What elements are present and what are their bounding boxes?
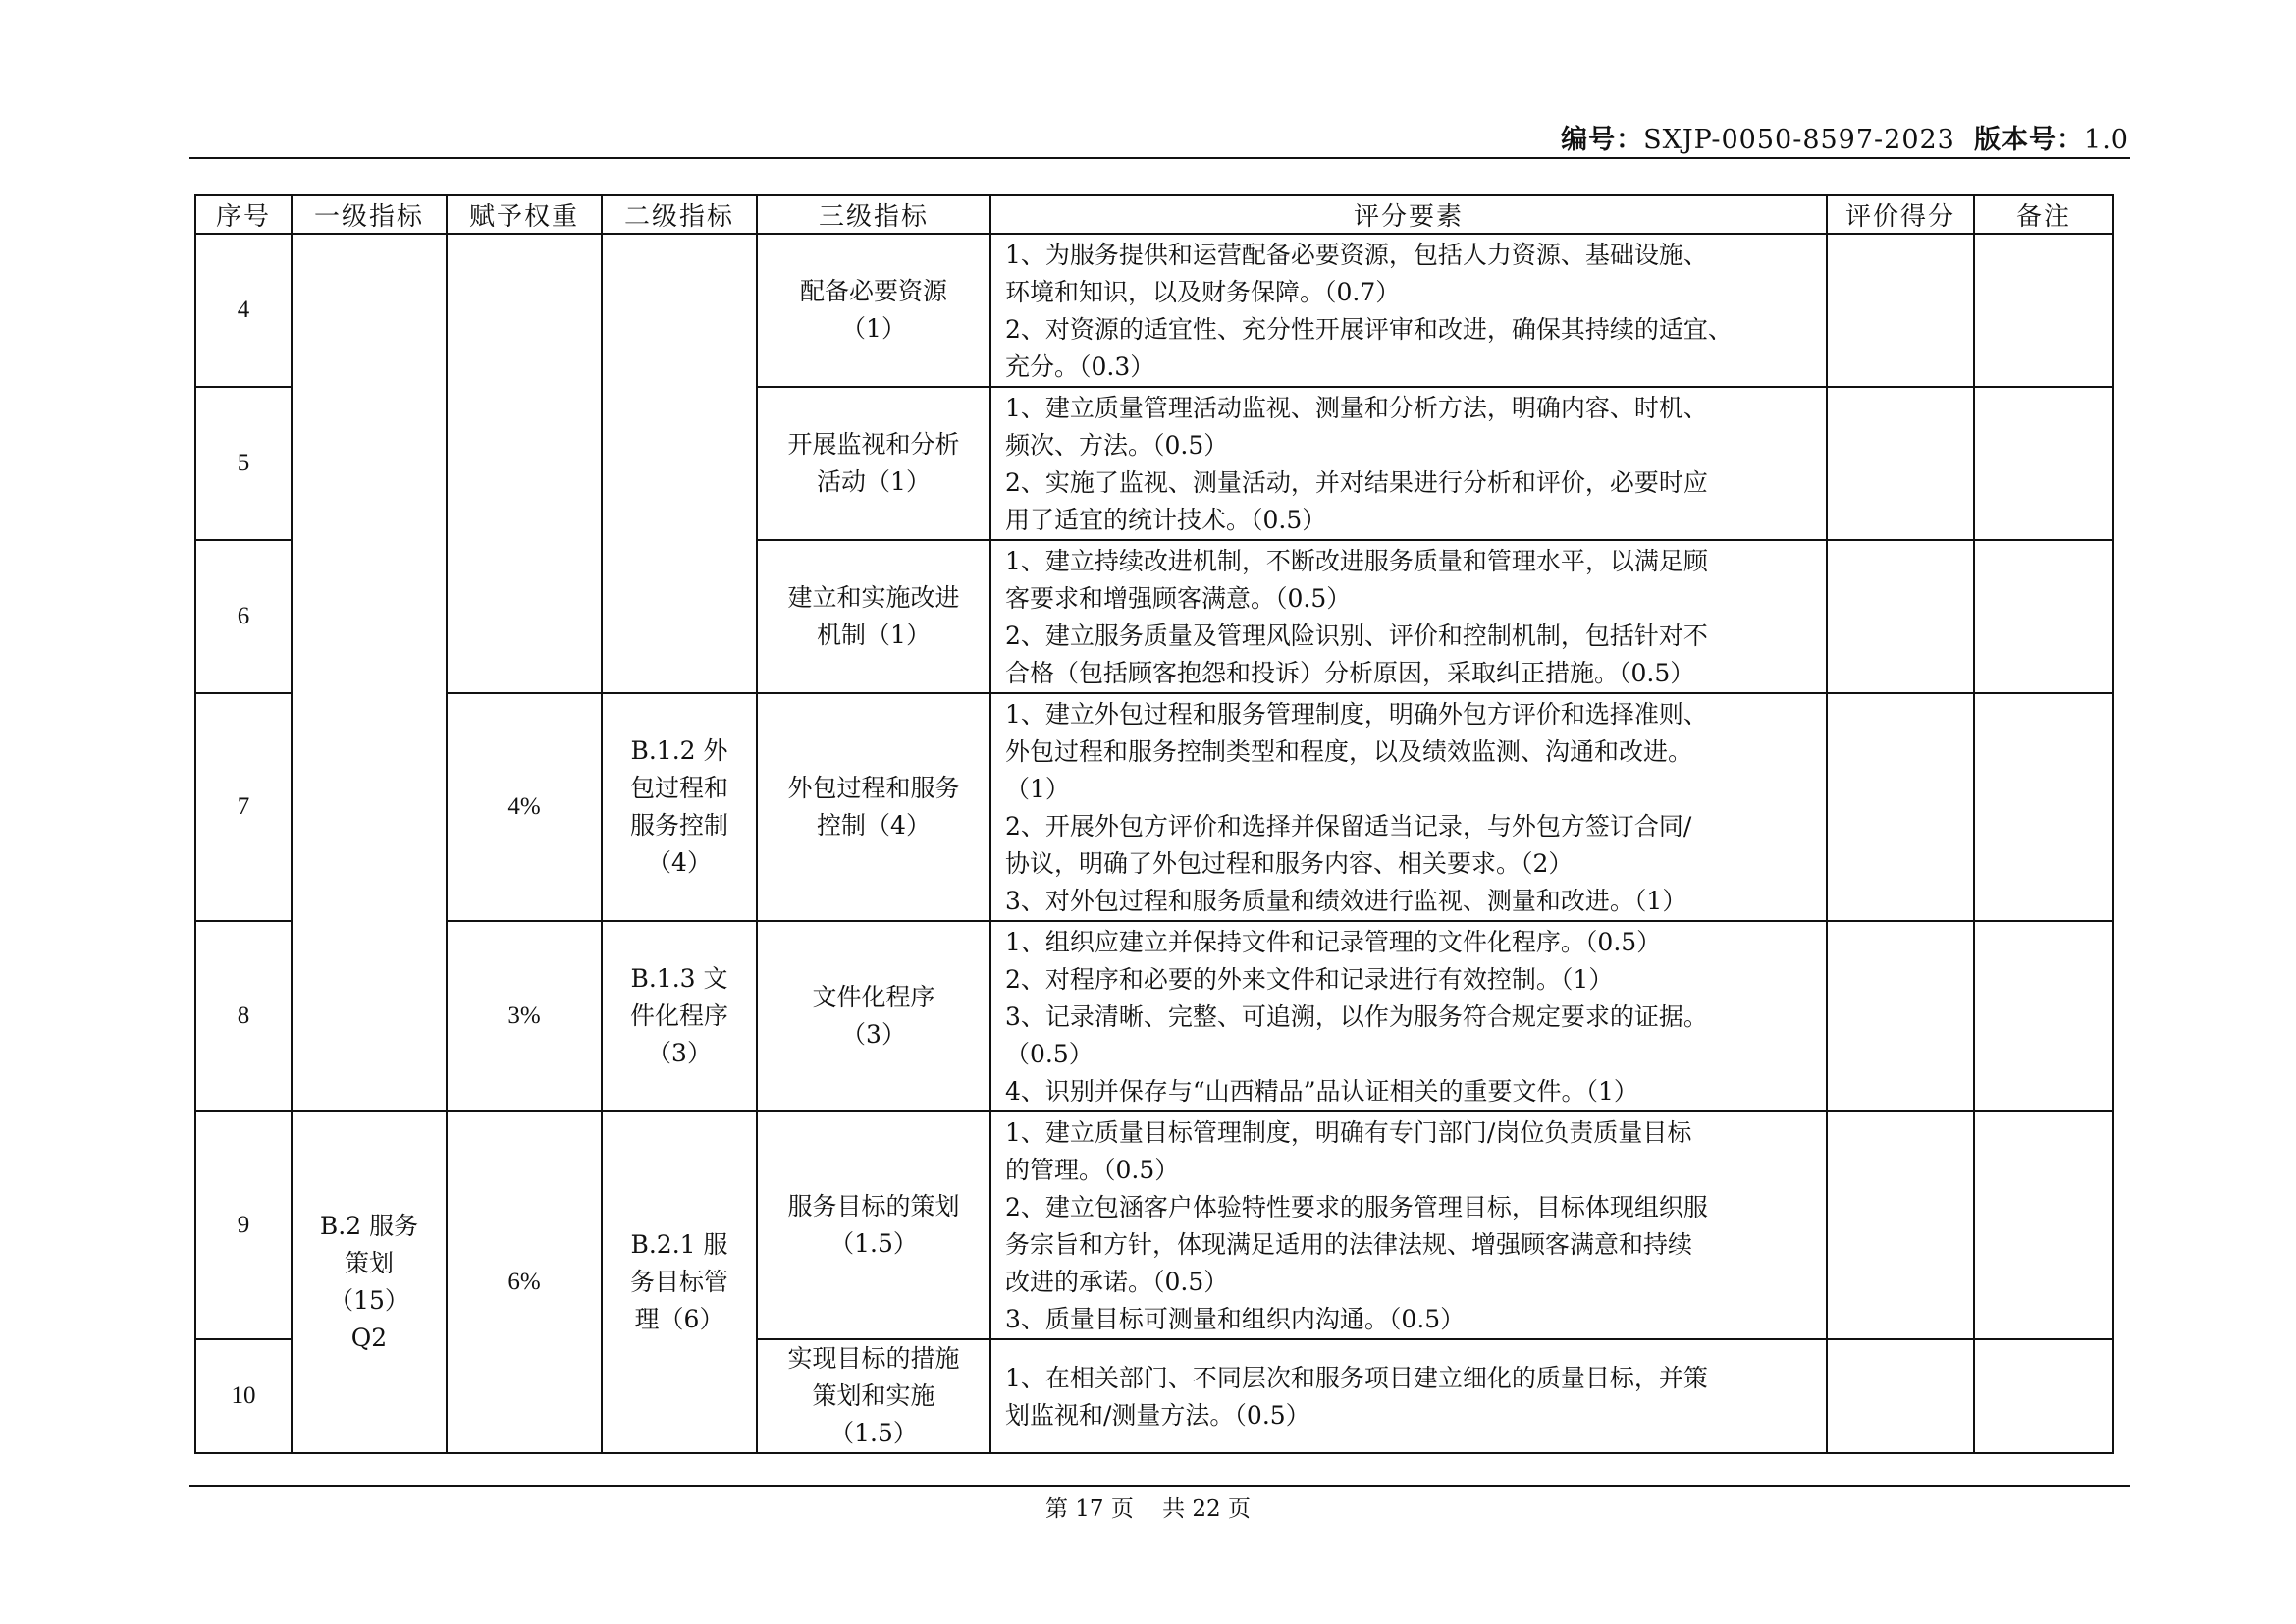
level3-cell: 外包过程和服务 控制（4） <box>757 693 990 921</box>
table-row <box>195 693 2113 921</box>
weight-cell: 3% <box>447 921 602 1111</box>
row-no: 10 <box>195 1339 292 1453</box>
col-header-weight: 赋予权重 <box>447 195 602 234</box>
score-cell <box>1827 921 1974 1111</box>
score-cell <box>1827 693 1974 921</box>
col-header-no: 序号 <box>195 195 292 234</box>
remark-cell <box>1974 540 2113 693</box>
criteria-cell: 1、建立外包过程和服务管理制度，明确外包方评价和选择准则、 外包过程和服务控制类型和程度，以及绩效监测、沟通和改进。 （1） 2、开展外包方评价和选择并保留适当记录，与外包方签订合同/ 协议，明确了外包过程和服务内容、相关要求。（2） 3、对外包过程和服务质量和绩效进行监视、测量和改进。（1） <box>990 693 1827 921</box>
col-header-level1: 一级指标 <box>292 195 447 234</box>
col-header-level3: 三级指标 <box>757 195 990 234</box>
criteria-cell: 1、组织应建立并保持文件和记录管理的文件化程序。（0.5） 2、对程序和必要的外来文件和记录进行有效控制。（1） 3、记录清晰、完整、可追溯，以作为服务符合规定要求的证据。 （0.5） 4、识别并保存与“山西精品”品认证相关的重要文件。（1） <box>990 921 1827 1111</box>
header-rule <box>189 157 2130 159</box>
col-header-level2: 二级指标 <box>602 195 757 234</box>
level3-cell: 服务目标的策划 （1.5） <box>757 1111 990 1339</box>
level2-cell-empty <box>602 234 757 693</box>
level2-cell: B.2.1 服 务目标管 理（6） <box>602 1111 757 1453</box>
level3-cell: 建立和实施改进 机制（1） <box>757 540 990 693</box>
doc-no-label: 编号： <box>1561 125 1644 155</box>
weight-cell: 6% <box>447 1111 602 1453</box>
level3-cell: 配备必要资源 （1） <box>757 234 990 387</box>
row-no: 8 <box>195 921 292 1111</box>
version-label: 版本号： <box>1974 125 2085 155</box>
footer-rule <box>189 1485 2130 1487</box>
version-value: 1.0 <box>2084 125 2129 155</box>
table-row <box>195 921 2113 1111</box>
remark-cell <box>1974 1111 2113 1339</box>
remark-cell <box>1974 693 2113 921</box>
level3-cell: 实现目标的措施 策划和实施 （1.5） <box>757 1339 990 1453</box>
page-number: 第 17 页 共 22 页 <box>1044 1496 1252 1522</box>
col-header-criteria: 评分要素 <box>990 195 1827 234</box>
criteria-cell: 1、为服务提供和运营配备必要资源，包括人力资源、基础设施、 环境和知识，以及财务保障。（0.7） 2、对资源的适宜性、充分性开展评审和改进，确保其持续的适宜、 充分。（0.3） <box>990 234 1827 387</box>
table-row <box>195 234 2113 387</box>
score-cell <box>1827 1339 1974 1453</box>
remark-cell <box>1974 234 2113 387</box>
remark-cell <box>1974 921 2113 1111</box>
level3-cell: 开展监视和分析 活动（1） <box>757 387 990 540</box>
level3-cell: 文件化程序 （3） <box>757 921 990 1111</box>
document-number-header <box>1561 118 2129 156</box>
table-row <box>195 1111 2113 1339</box>
score-cell <box>1827 540 1974 693</box>
col-header-remark: 备注 <box>1974 195 2113 234</box>
row-no: 6 <box>195 540 292 693</box>
criteria-cell: 1、建立持续改进机制，不断改进服务质量和管理水平，以满足顾 客要求和增强顾客满意。（0.5） 2、建立服务质量及管理风险识别、评价和控制机制，包括针对不 合格（包括顾客抱怨和投诉）分析原因，采取纠正措施。（0.5） <box>990 540 1827 693</box>
level2-cell: B.1.3 文 件化程序 （3） <box>602 921 757 1111</box>
row-no: 7 <box>195 693 292 921</box>
row-no: 9 <box>195 1111 292 1339</box>
level1-cell-empty <box>292 234 447 1111</box>
criteria-cell: 1、在相关部门、不同层次和服务项目建立细化的质量目标，并策 划监视和/测量方法。（0.5） <box>990 1339 1827 1453</box>
score-cell <box>1827 234 1974 387</box>
table-header-row <box>195 195 2113 234</box>
weight-cell: 4% <box>447 693 602 921</box>
remark-cell <box>1974 1339 2113 1453</box>
weight-cell-empty <box>447 234 602 693</box>
evaluation-table <box>194 194 2114 1454</box>
criteria-cell: 1、建立质量管理活动监视、测量和分析方法，明确内容、时机、 频次、方法。（0.5） 2、实施了监视、测量活动，并对结果进行分析和评价，必要时应 用了适宜的统计技术。（0.5） <box>990 387 1827 540</box>
doc-no-value: SXJP-0050-8597-2023 <box>1643 125 1955 155</box>
score-cell <box>1827 387 1974 540</box>
row-no: 5 <box>195 387 292 540</box>
row-no: 4 <box>195 234 292 387</box>
score-cell <box>1827 1111 1974 1339</box>
level2-cell: B.1.2 外 包过程和 服务控制 （4） <box>602 693 757 921</box>
remark-cell <box>1974 387 2113 540</box>
col-header-score: 评价得分 <box>1827 195 1974 234</box>
criteria-cell: 1、建立质量目标管理制度，明确有专门部门/岗位负责质量目标 的管理。（0.5） 2、建立包涵客户体验特性要求的服务管理目标，目标体现组织服 务宗旨和方针，体现满足适用的法律法规、增强顾客满意和持续 改进的承诺。（0.5） 3、质量目标可测量和组织内沟通。（0.5） <box>990 1111 1827 1339</box>
level1-cell: B.2 服务 策划 （15） Q2 <box>292 1111 447 1453</box>
